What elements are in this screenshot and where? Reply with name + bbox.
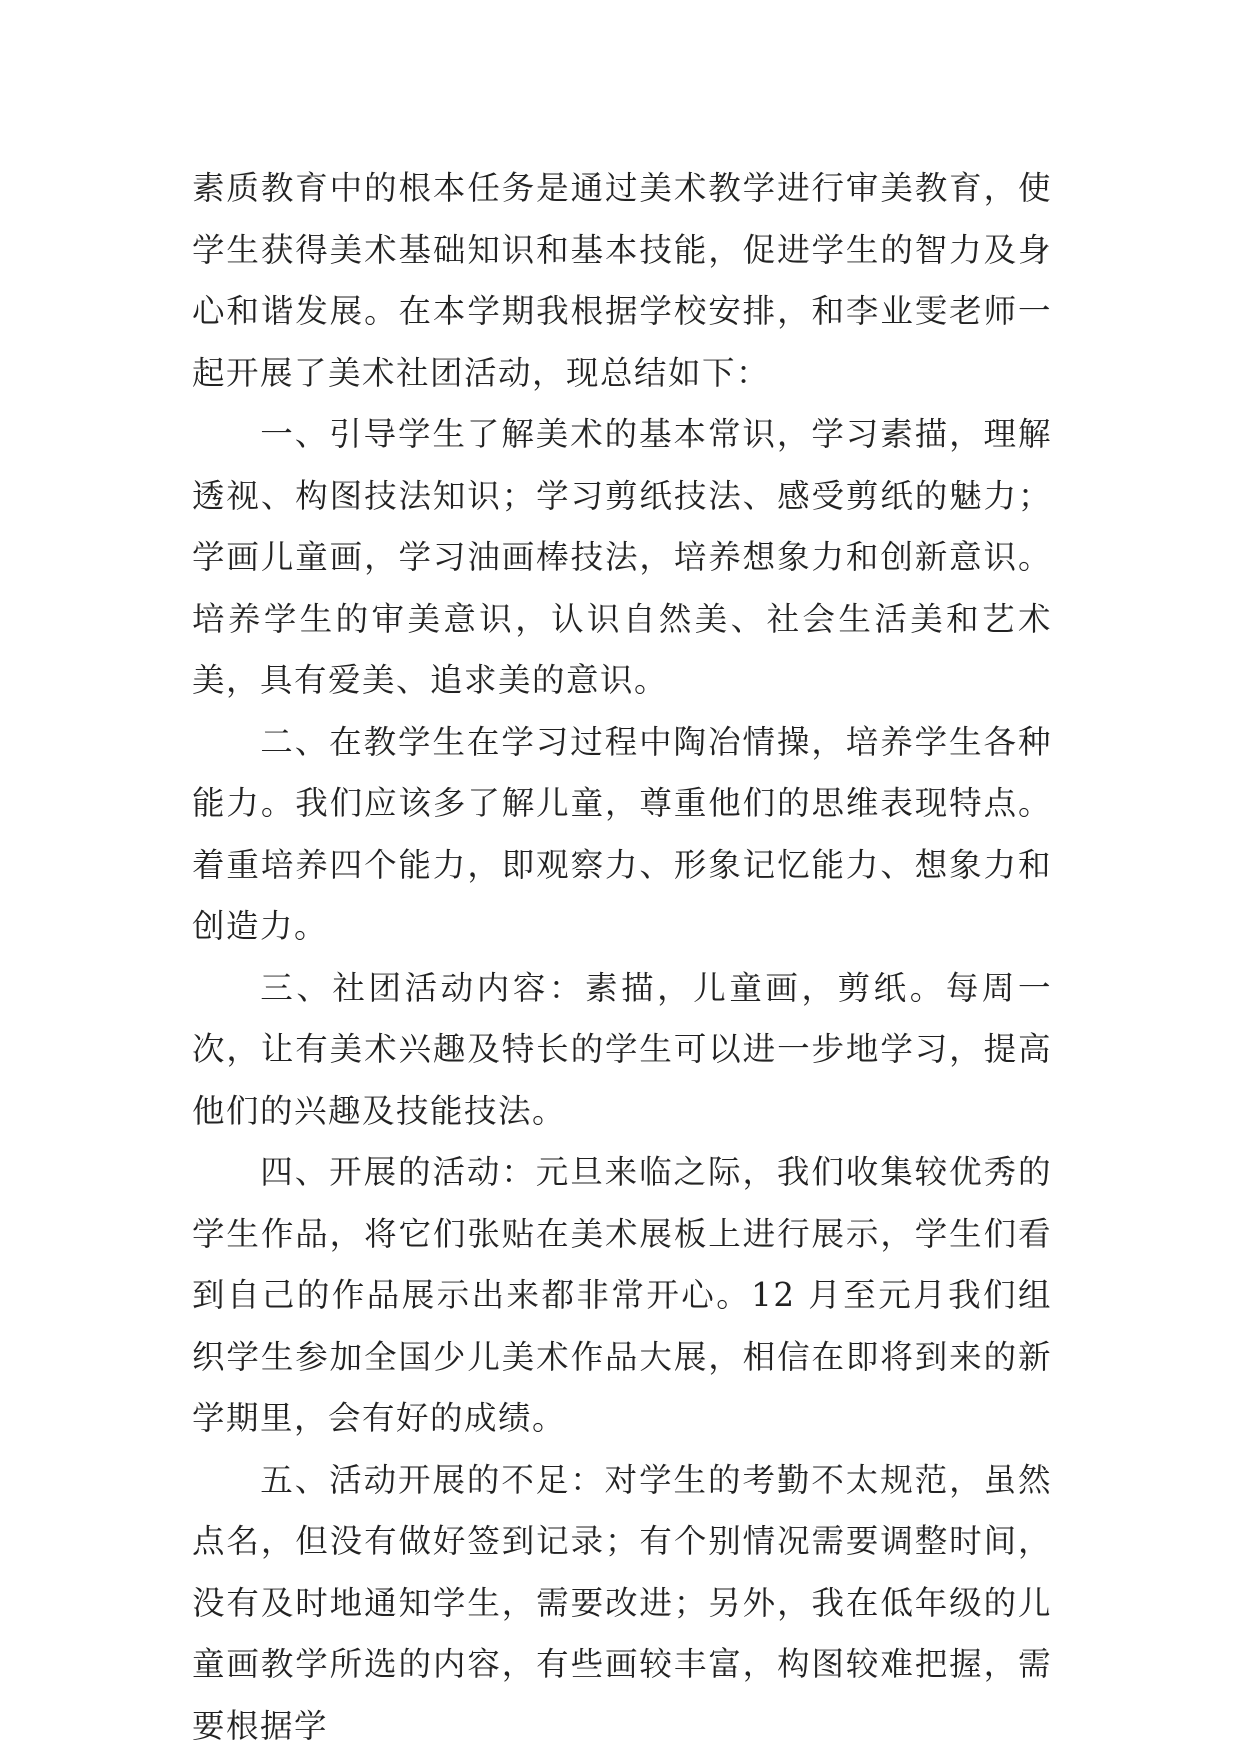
paragraph-section-1: 一、引导学生了解美术的基本常识，学习素描，理解透视、构图技法知识；学习剪纸技法、感受剪纸的魅力；学画儿童画，学习油画棒技法，培养想象力和创新意识。培养学生的审美意识，认识自然美、社会生活美和艺术美，具有爱美、追求美的意识。: [192, 404, 1052, 712]
paragraph-section-2: 二、在教学生在学习过程中陶冶情操，培养学生各种能力。我们应该多了解儿童，尊重他们的思维表现特点。着重培养四个能力，即观察力、形象记忆能力、想象力和创造力。: [192, 712, 1052, 958]
paragraph-section-5: 五、活动开展的不足：对学生的考勤不太规范，虽然点名，但没有做好签到记录；有个别情况需要调整时间，没有及时地通知学生，需要改进；另外，我在低年级的儿童画教学所选的内容，有些画较丰富，构图较难把握，需要根据学: [192, 1450, 1052, 1757]
paragraph-section-4: 四、开展的活动：元旦来临之际，我们收集较优秀的学生作品，将它们张贴在美术展板上进行展示，学生们看到自己的作品展示出来都非常开心。12 月至元月我们组织学生参加全国少儿美术作品大展，相信在即将到来的新学期里，会有好的成绩。: [192, 1142, 1052, 1450]
paragraph-intro: 素质教育中的根本任务是通过美术教学进行审美教育，使学生获得美术基础知识和基本技能，促进学生的智力及身心和谐发展。在本学期我根据学校安排，和李业雯老师一起开展了美术社团活动，现总结如下：: [192, 158, 1052, 404]
paragraph-section-3: 三、社团活动内容：素描，儿童画，剪纸。每周一次，让有美术兴趣及特长的学生可以进一步地学习，提高他们的兴趣及技能技法。: [192, 958, 1052, 1143]
document-body: [192, 158, 1052, 1757]
